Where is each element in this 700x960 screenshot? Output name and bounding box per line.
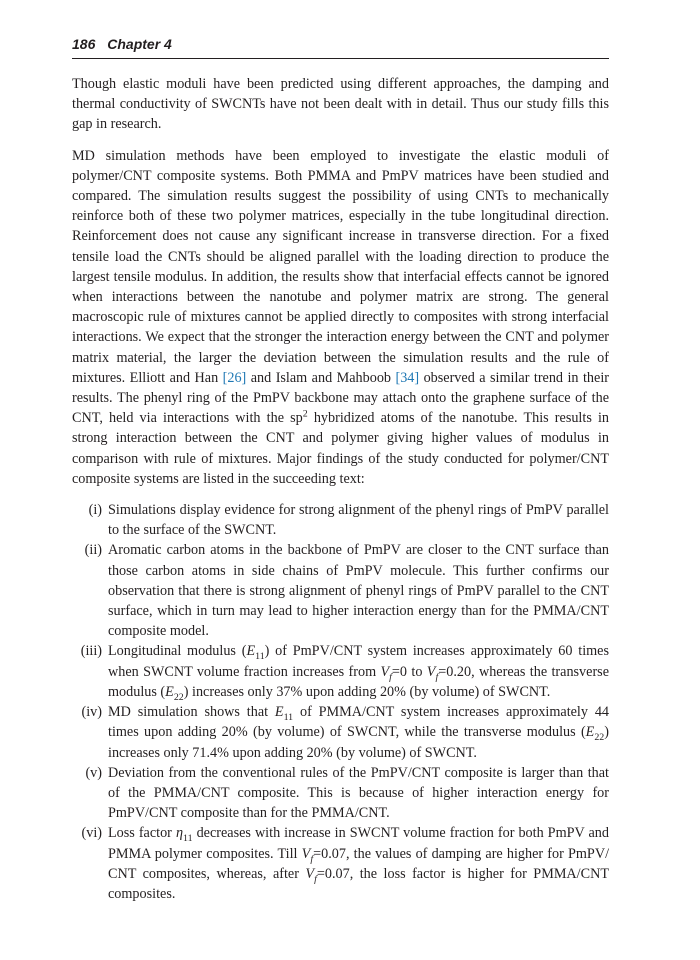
finding-item bbox=[72, 540, 609, 641]
finding-text: MD simulation shows that $E_{11}$ of PMMA/CNT system increases approximately 44 times upon adding 20% (by volume) of SWCNT, while the transverse modulus $(E_{22})$ increases only 71.4% upon adding 20% (by volume) of SWCNT. bbox=[108, 704, 610, 761]
chapter-label: Chapter 4 bbox=[107, 36, 172, 52]
citation-link-26[interactable]: [26] bbox=[222, 369, 247, 386]
finding-item bbox=[72, 500, 609, 540]
finding-item bbox=[72, 823, 609, 904]
finding-number: (ii) bbox=[84, 542, 102, 559]
finding-number: (i) bbox=[88, 502, 102, 519]
finding-number: (iii) bbox=[80, 643, 102, 660]
finding-text: Simulations display evidence for strong alignment of the phenyl rings of PmPV parallel to the surface of the SWCNT. bbox=[108, 502, 609, 539]
finding-text: Deviation from the conventional rules of the PmPV/CNT composite is larger than that of the PMMA/CNT composite. This is because of higher interaction energy for PmPV/CNT composite than for the PMMA/CNT. bbox=[108, 764, 609, 822]
finding-text: Longitudinal modulus $(E_{11})$ of PmPV/CNT system increases approximately 60 times when SWCNT volume fraction increases from $V_f=0$ to $V_f=0.20$, whereas the transverse modulus $(E_{22})$ increases only 37% upon adding 20% (by volume) of SWCNT. bbox=[108, 643, 609, 703]
paragraph-intro: Though elastic moduli have been predicted using different approaches, the damping and thermal conductivity of SWCNTs have not been dealt with in detail. Thus our study fills this gap in research. bbox=[72, 76, 609, 133]
finding-number: (vi) bbox=[81, 825, 102, 842]
finding-text: Aromatic carbon atoms in the backbone of PmPV are closer to the CNT surface than those carbon atoms in side chains of PmPV molecule. This further confirms our observation that there is strong alignment of phenyl rings of PmPV parallel to the CNT surface, which in turn may lead to higher interaction energy than for the PMMA/CNT composite model. bbox=[108, 542, 609, 640]
header-rule bbox=[72, 58, 609, 59]
finding-item bbox=[72, 641, 609, 702]
page-number: 186 bbox=[72, 36, 96, 52]
finding-number: (v) bbox=[85, 764, 102, 781]
citation-link-34[interactable]: [34] bbox=[395, 369, 420, 386]
running-header bbox=[72, 36, 609, 52]
finding-item bbox=[72, 702, 609, 763]
finding-text: Loss factor $\eta_{11}$ decreases with increase in SWCNT volume fraction for both PmPV and PMMA polymer composites. Till $V_f=0.07$, the values of damping are higher for PmPV/ CNT composites, whereas, after $V_f=0.07$, the loss factor is higher for PMMA/CNT composites. bbox=[108, 825, 610, 902]
finding-item bbox=[72, 763, 609, 824]
body-text bbox=[72, 74, 609, 904]
findings-list bbox=[72, 500, 609, 904]
paragraph-md-simulation: MD simulation methods have been employed to investigate the elastic moduli of polymer/CNT composite systems. Both PMMA and PmPV matrices have been studied and compared. The simulation results suggest the possibility of using CNTs to mechanically reinforce both of these two polymer matrices, especially in the tube longitudinal direction. Reinforcement does not cause any significant increase in transverse direction. For a fixed tensile load the CNTs should be aligned parallel with the loading direction to produce the largest tensile modulus. In addition, the results show that interfacial effects cannot be ignored when interactions between the nanotube and polymer matrix are strong. The general macroscopic rule of mixtures cannot be applied directly to composites with strong interfacial interactions. We expect that the stronger the interaction energy between the CNT and polymer matrix material, the larger the deviation between the simulation results and the rule of mixtures. Elliott and Han [26] and Islam and Mahboob [34] observed a similar trend in their results. The phenyl ring of the PmPV backbone may attach onto the graphene surface of the CNT, held via interactions with the $sp^2$ hybridized atoms of the nanotube. This results in strong interaction between the CNT and polymer giving higher values of modulus in comparison with rule of mixtures. Major findings of the study conducted for polymer/CNT composite systems are listed in the succeeding text: bbox=[72, 147, 610, 487]
finding-number: (iv) bbox=[81, 704, 102, 721]
